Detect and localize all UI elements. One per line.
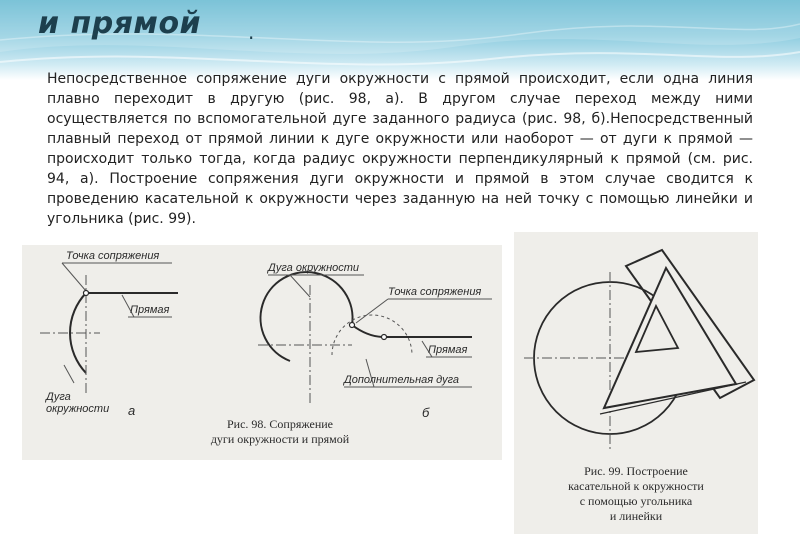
fig98a-letter: а [128, 403, 136, 418]
slide-title: и прямой [38, 6, 202, 41]
fig98a-label-arc-2: окружности [46, 403, 110, 415]
fig99-set-square [604, 268, 736, 408]
fig98a-label-line: Прямая [130, 304, 170, 316]
body-paragraph: Непосредственное сопряжение дуги окружности с прямой происходит, если одна линия плавно переходит в другую (рис. 98, а). В другом случае переход между ними осуществляется по вспомогательной дуге заданного радиуса (рис. 98, б).Непосредственный плавный переход от прямой линии к дуге окружности или наоборот — от дуги к прямой — происходит только тогда, когда радиус окружности перпендикулярный к прямой (см. рис. 94, а). Построение сопряжения дуги окружности и прямой в этом случае сводится к проведению касательной к окружности через заданную на ней точку с помощью линейки и угольника (рис. 99). [47, 71, 753, 227]
fig98b-label-point: Точка сопряжения [388, 286, 482, 298]
fig99-caption [524, 464, 748, 524]
fig99-caption-line-2: касательной к окружности [568, 479, 704, 493]
fig98b-letter: б [422, 405, 430, 420]
fig98a-label-arc-1: Дуга [46, 391, 71, 403]
fig99-caption-line-1: Рис. 99. Построение [584, 464, 688, 478]
fig98b-label-arc: Дуга окружности [268, 262, 360, 274]
slide-title-dot: . [248, 20, 255, 44]
figure-98 [22, 245, 502, 460]
fig98b-aux-arc [352, 325, 384, 337]
fig98a-label-point: Точка сопряжения [66, 250, 160, 262]
fig99-caption-line-3: с помощью угольника [579, 494, 693, 508]
figure-99 [514, 232, 758, 534]
fig98-caption-line-2: дуги окружности и прямой [210, 432, 350, 446]
fig98-caption [190, 417, 370, 447]
fig98-caption-line-1: Рис. 98. Сопряжение [227, 417, 333, 431]
fig98b-label-aux: Дополнительная дуга [344, 374, 460, 386]
fig98b-arc [261, 272, 353, 361]
fig99-caption-line-4: и линейки [609, 509, 663, 523]
fig98b-label-line: Прямая [428, 344, 468, 356]
header-band [0, 0, 800, 80]
